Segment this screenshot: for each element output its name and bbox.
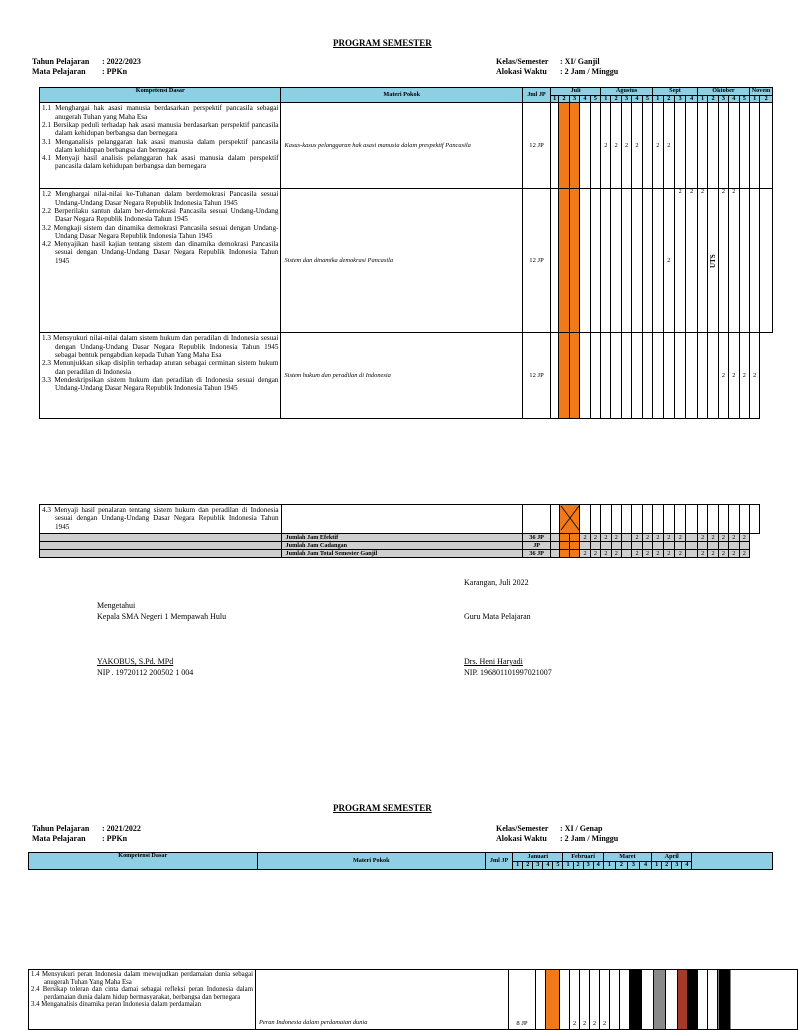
jp-value: 2: [570, 970, 580, 1030]
program-semester-title-2: PROGRAM SEMESTER: [333, 803, 432, 813]
semester2-table: [28, 852, 773, 870]
week-cell: 4: [640, 862, 652, 870]
week-cell: 1: [513, 862, 523, 870]
week-cell: 3: [718, 96, 728, 103]
jp-value: 2: [749, 333, 759, 419]
jp-value: 2: [739, 333, 749, 419]
table-row: [40, 189, 773, 333]
week-cell: 2: [573, 862, 583, 870]
jp-value: 2: [663, 534, 674, 542]
week-cell: 1: [603, 862, 615, 870]
week-cell: 5: [642, 96, 652, 103]
place-date: Karangan, Juli 2022: [464, 578, 529, 587]
month-maret: Maret: [603, 853, 651, 862]
tahun-value: : 2021/2022: [102, 824, 141, 833]
week-cell: 1: [652, 862, 662, 870]
mapel-value: : PPKn: [102, 67, 128, 76]
tahun-value: : 2022/2023: [102, 57, 141, 66]
semester1-table: [39, 87, 773, 419]
jp-value: 2: [697, 534, 707, 542]
kd-cell: [40, 103, 281, 189]
sum-label: Jumlah Jam Cadangan: [281, 542, 523, 550]
kd-cell: [40, 505, 282, 534]
materi-cell: Sistem dan dinamika demokrasi Pancasila: [281, 189, 522, 333]
kepala-title: Kepala SMA Negeri 1 Mempawah Hulu: [97, 612, 227, 621]
kepala-nip: NIP . 19720112 200502 1 004: [97, 668, 194, 677]
jp-value: 2: [686, 189, 697, 333]
jp-cell: 8 JP: [509, 970, 536, 1030]
kelas-label: Kelas/Semester: [496, 57, 549, 66]
kd-item: 2.3 Menunjukkan sikap disiplin terhadap aturan sebagai cerminan sistem hukum dan peradilan di Indonesia: [42, 359, 279, 376]
jp-value: 2: [718, 333, 728, 419]
kd-cell: [29, 970, 256, 1030]
kd-item: 4.3 Menyaji hasil penalaran tentang sistem hukum dan peradilan di Indonesia sesuai dengan Undang-Undang Dasar Negara Republik Indonesia Tahun 1945: [42, 506, 279, 531]
jp-cell: 12 JP: [522, 333, 550, 419]
col-materi-header: Materi Pokok: [281, 88, 522, 103]
week-cell: 4: [632, 96, 642, 103]
kd-item: 4.2 Menyajikan hasil kajian tentang sistem dan dinamika demokrasi Pancasila sesuai dengan Undang-Undang Dasar Negara Republik Indonesia Tahun 1945: [42, 240, 279, 265]
header-left: [32, 57, 141, 77]
orange-marker: [569, 103, 579, 189]
jp-value: 2: [697, 189, 707, 333]
col-jml-header: Jml JP: [486, 853, 513, 870]
jp-value: 2: [601, 550, 611, 558]
col-kd-header: Kompetensi Dasar: [29, 853, 258, 870]
jp-cell: 12 JP: [522, 103, 550, 189]
alokasi-label: Alokasi Waktu: [496, 67, 547, 76]
jp-value: 2: [632, 550, 642, 558]
week-cell: 5: [590, 96, 600, 103]
orange-marker: [569, 534, 579, 542]
month-sept: Sept: [653, 88, 698, 96]
kd-item: 3.4 Menganalisis dinamika peran Indonesia dalam perdamaian: [31, 1001, 202, 1009]
orange-marker: [559, 534, 569, 542]
jp-value: 2: [663, 103, 674, 189]
week-cell: 1: [697, 96, 707, 103]
week-cell: 2: [611, 96, 621, 103]
materi-cell: Peran Indonesia dalam perdamaian dunia: [256, 970, 509, 1030]
orange-marker: [559, 103, 569, 189]
orange-marker: [569, 542, 579, 550]
jp-value: 2: [653, 550, 663, 558]
orange-marker: [559, 542, 569, 550]
header-right: [496, 57, 618, 77]
kelas-label: Kelas/Semester: [496, 824, 549, 833]
kd-item: 3.3 Mendeskripsikan sistem hukum dan peradilan di Indonesia sesuai dengan Undang-Undang Dasar Negara Republik Indonesia Tahun 1945: [42, 375, 279, 393]
week-cell: 2: [559, 96, 569, 103]
kd-item: 2.2 Berperilaku santun dalam ber-demokrasi Pancasila sesuai Undang-Undang Dasar Negara Republik Indonesia Tahun 1945: [42, 207, 279, 224]
week-cell: 2: [760, 96, 773, 103]
week-cell: 2: [615, 862, 627, 870]
kelas-value: : XI/ Ganjil: [560, 57, 600, 66]
jp-value: 2: [653, 534, 663, 542]
week-cell: 1: [653, 96, 663, 103]
header-left-2: [32, 824, 141, 844]
exam-block: [654, 970, 666, 1030]
kd-item: 2.4 Bersikap toleran dan cinta damai sebagai refleksi peran Indonesia dalam perdamaian dunia dalam hidup bermasyarakat, berbangsa dan bernegara: [31, 986, 253, 1001]
week-cell: 4: [686, 96, 697, 103]
jp-value: 2: [632, 534, 642, 542]
jp-value: 2: [675, 550, 686, 558]
mapel-label: Mata Pelajaran: [32, 834, 86, 843]
kd-item: 3.1 Menganalisis pelanggaran hak asasi manusia dalam perspektif pancasila dalam kehidupan berbangsa dan bernegara: [42, 137, 279, 154]
month-april: April: [652, 853, 692, 862]
jp-value: 2: [729, 189, 739, 333]
jp-value: 2: [739, 550, 749, 558]
week-cell: 1: [601, 96, 611, 103]
jp-value: 2: [611, 534, 621, 542]
jp-value: 2: [653, 103, 663, 189]
orange-marker: [559, 189, 569, 333]
month-februari: Februari: [563, 853, 603, 862]
week-cell: 4: [593, 862, 603, 870]
jp-value: 2: [697, 550, 707, 558]
sum-jp: 36 JP: [523, 550, 551, 558]
guru-nip: NIP. 196801101997021007: [464, 668, 552, 677]
week-cell: 3: [533, 862, 543, 870]
week-cell: 5: [553, 862, 563, 870]
week-cell: 3: [674, 96, 685, 103]
week-cell: 3: [627, 862, 639, 870]
week-cell: 1: [563, 862, 573, 870]
week-cell: 4: [682, 862, 692, 870]
jp-value: 2: [600, 970, 610, 1030]
jp-value: 2: [729, 534, 739, 542]
jp-value: 2: [611, 103, 621, 189]
jp-value: 2: [739, 534, 749, 542]
jp-value: 2: [642, 534, 652, 542]
kd-cell: [40, 189, 281, 333]
kd-item: 3.2 Mengkaji sistem dan dinamika demokrasi Pancasila sesuai dengan Undang-Undang Dasar Negara Republik Indonesia Tahun 1945: [42, 223, 279, 240]
jp-value: 2: [718, 534, 728, 542]
guru-name: Drs. Heni Haryadi: [464, 657, 523, 666]
materi-cell: Kasus-kasus pelanggaran hak asasi manusia dalam prespektif Pancasila: [281, 103, 522, 189]
week-cell: 4: [543, 862, 553, 870]
program-semester-title: PROGRAM SEMESTER: [333, 38, 432, 48]
jp-value: 2: [580, 970, 590, 1030]
guru-title: Guru Mata Pelajaran: [464, 612, 531, 621]
kepala-name: YAKOBUS, S.Pd. MPd: [97, 657, 174, 666]
kd-item: 2.1 Bersikap peduli terhadap hak asasi manusia berdasarkan perspektif pancasila dalam kehidupan berbangsa dan bernegara: [42, 121, 279, 138]
orange-marker: [559, 505, 580, 534]
kd-item: 1.1 Menghargai hak asasi manusia berdasarkan perspektif pancasila sebagai anugerah Tuhan yang Maha Esa: [42, 104, 279, 121]
col-materi-header: Materi Pokok: [257, 853, 486, 870]
alokasi-label: Alokasi Waktu: [496, 834, 547, 843]
summary-row-efektif: [40, 534, 773, 542]
holiday-block: [630, 970, 642, 1030]
jp-value: 2: [642, 550, 652, 558]
week-cell: 5: [739, 96, 749, 103]
mapel-value: : PPKn: [102, 834, 128, 843]
month-oktober: Oktober: [697, 88, 749, 96]
jp-value: 2: [663, 550, 674, 558]
table-row: [29, 970, 798, 1030]
jp-value: 2: [611, 550, 621, 558]
semester1-table-continued: [39, 504, 773, 558]
week-cell: 2: [708, 96, 718, 103]
jp-value: 2: [590, 534, 600, 542]
tahun-label: Tahun Pelajaran: [32, 824, 90, 833]
orange-marker: [569, 333, 579, 419]
orange-marker: [559, 550, 569, 558]
uts-label: UTS: [708, 189, 718, 333]
sum-jp: 36 JP: [523, 534, 551, 542]
orange-marker: [546, 970, 560, 1030]
jp-value: 2: [621, 103, 631, 189]
orange-marker: [569, 189, 579, 333]
mapel-label: Mata Pelajaran: [32, 67, 86, 76]
week-cell: 3: [621, 96, 631, 103]
month-agustus: Agustus: [601, 88, 653, 96]
kd-item: 1.4 Mensyukuri peran Indonesia dalam mewujudkan perdamaian dunia sebagai anugerah Tuhan Yang Maha Esa: [31, 971, 253, 986]
alokasi-value: : 2 Jam / Minggu: [560, 67, 619, 76]
jp-value: 2: [590, 550, 600, 558]
jp-value: 2: [590, 970, 600, 1030]
jp-value: 2: [708, 534, 718, 542]
sum-label: Jumlah Jam Total Semester Ganjil: [281, 550, 523, 558]
summary-row-cadangan: [40, 542, 773, 550]
week-cell: 4: [580, 96, 590, 103]
month-novem: Novem: [749, 88, 772, 96]
jp-value: 2: [601, 534, 611, 542]
col-kd-header: Kompetensi Dasar: [40, 88, 281, 103]
month-januari: Januari: [513, 853, 563, 862]
cross-mark-icon: [560, 505, 580, 531]
jp-value: 2: [708, 550, 718, 558]
header-right-2: [496, 824, 618, 844]
week-cell: 2: [663, 96, 674, 103]
kd-item: 1.2 Menghargai nilai-nilai ke-Tuhanan dalam berdemokrasi Pancasila sesuai Undang-Undang Dasar Negara Republik Indonesia Tahun 1945: [42, 190, 279, 207]
jp-value: 2: [580, 534, 590, 542]
holiday-block: [718, 970, 798, 1030]
jp-value: 2: [632, 103, 642, 189]
jp-value: 2: [674, 189, 685, 333]
week-cell: 3: [583, 862, 593, 870]
kd-item: 1.3 Mensyukuri nilai-nilai dalam sistem hukum dan peradilan di Indonesia sesuai dengan Undang-Undang Dasar Negara Republik Indonesia Tahun 1945 sebagai bentuk pengabdian kepada Tuhan Yang Maha Esa: [42, 334, 279, 359]
week-cell: 2: [662, 862, 672, 870]
table-row: [40, 103, 773, 189]
jp-value: 2: [718, 550, 728, 558]
orange-marker: [559, 333, 569, 419]
month-juli: Juli: [551, 88, 601, 96]
kelas-value: : XI / Genap: [560, 824, 603, 833]
jp-value: 2: [718, 189, 728, 333]
jp-value: 2: [729, 550, 739, 558]
jp-value: 2: [729, 333, 739, 419]
col-jml-header: Jml JP: [522, 88, 550, 103]
table-row: [40, 505, 773, 534]
jp-value: 2: [675, 534, 686, 542]
kd-cell: [40, 333, 281, 419]
alokasi-value: : 2 Jam / Minggu: [560, 834, 619, 843]
tahun-label: Tahun Pelajaran: [32, 57, 90, 66]
week-cell: 1: [551, 96, 559, 103]
sum-jp: JP: [523, 542, 551, 550]
holiday-block: [688, 970, 698, 1030]
week-cell: 2: [523, 862, 533, 870]
week-cell: 3: [672, 862, 682, 870]
week-cell: 1: [749, 96, 759, 103]
mengetahui-label: Mengetahui: [97, 601, 136, 610]
week-cell: 3: [569, 96, 579, 103]
jp-value: 2: [580, 550, 590, 558]
event-block: [678, 970, 688, 1030]
semester2-row-table: [28, 969, 798, 1030]
jp-cell: 12 JP: [522, 189, 550, 333]
materi-cell: Sistem hukum dan peradilan di Indonesia: [281, 333, 522, 419]
table-row: [40, 333, 773, 419]
jp-value: 2: [663, 189, 674, 333]
sum-label: Jumlah Jam Efektif: [281, 534, 523, 542]
summary-row-total: [40, 550, 773, 558]
jp-value: 2: [601, 103, 611, 189]
week-cell: 4: [729, 96, 739, 103]
orange-marker: [569, 550, 579, 558]
kd-item: 4.1 Menyaji hasil analisis pelanggaran hak asasi manusia dalam perspektif pancasila dalam kehidupan berbangsa dan bernegara: [42, 154, 279, 171]
